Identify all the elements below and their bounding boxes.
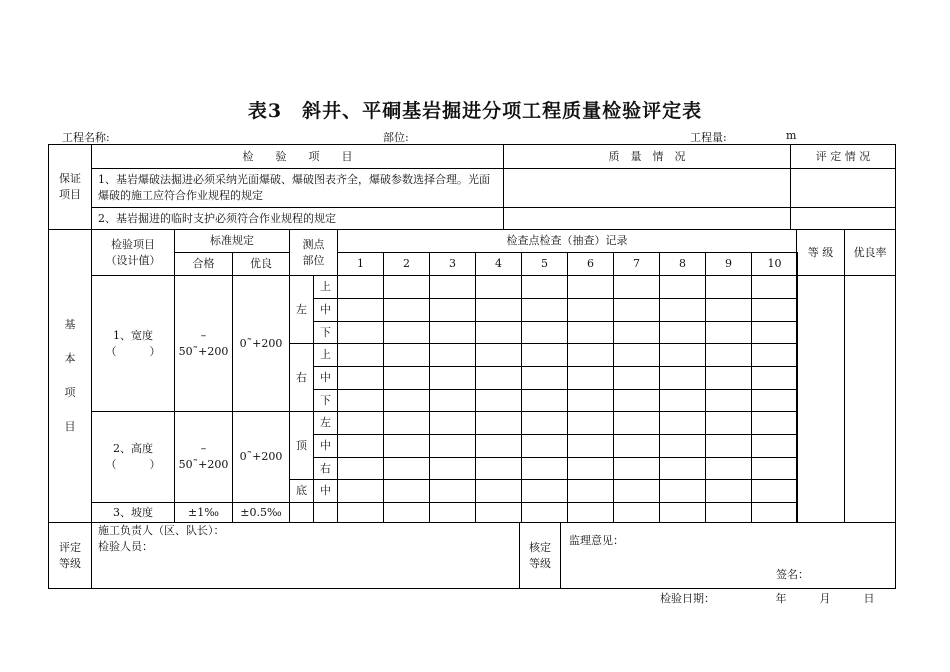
good-rate-cell[interactable] xyxy=(844,275,896,523)
position-label: 部位: xyxy=(383,131,409,144)
record-cell[interactable] xyxy=(383,321,430,344)
record-cell[interactable] xyxy=(521,457,568,480)
record-cell[interactable] xyxy=(567,321,614,344)
record-cell[interactable] xyxy=(613,479,660,503)
record-cell[interactable] xyxy=(475,321,522,344)
header-good: 优良 xyxy=(232,252,290,276)
record-cell[interactable] xyxy=(521,366,568,390)
record-cell[interactable] xyxy=(475,343,522,367)
record-cell[interactable] xyxy=(383,343,430,367)
record-cell[interactable] xyxy=(751,343,798,367)
record-cell[interactable] xyxy=(659,275,706,299)
record-number-header: 6 xyxy=(567,252,614,276)
header-standard: 标准规定 xyxy=(174,229,290,253)
check-grade-label: 核定 等级 xyxy=(519,522,561,589)
height-pass-standard: – 50˜+200 xyxy=(174,411,233,503)
record-cell[interactable] xyxy=(429,502,476,523)
record-cell[interactable] xyxy=(337,366,384,390)
record-cell[interactable] xyxy=(751,457,798,480)
record-cell[interactable] xyxy=(383,457,430,480)
record-cell[interactable] xyxy=(659,502,706,523)
record-cell[interactable] xyxy=(337,502,384,523)
point-right: 右 xyxy=(289,343,314,412)
header-measure-point: 测点 部位 xyxy=(289,229,338,276)
width-good-standard: 0˜+200 xyxy=(232,275,290,412)
record-number-header: 8 xyxy=(659,252,706,276)
record-number-header: 5 xyxy=(521,252,568,276)
record-cell[interactable] xyxy=(429,389,476,412)
guarantee-col-quality: 质 量 情 况 xyxy=(503,144,791,169)
grade-cell[interactable] xyxy=(796,275,845,523)
record-cell[interactable] xyxy=(567,502,614,523)
record-cell[interactable] xyxy=(383,479,430,503)
record-cell[interactable] xyxy=(705,411,752,435)
record-cell[interactable] xyxy=(521,411,568,435)
record-cell[interactable] xyxy=(475,298,522,322)
header-records: 检查点检查（抽查）记录 xyxy=(337,229,797,253)
leader-label: 施工负责人（区、队长）： xyxy=(98,524,225,537)
record-cell[interactable] xyxy=(567,298,614,322)
guarantee-rating-cell-1[interactable] xyxy=(790,168,896,208)
record-cell[interactable] xyxy=(383,502,430,523)
header-good-rate: 优良率 xyxy=(844,229,896,276)
record-cell[interactable] xyxy=(567,389,614,412)
record-number-header: 3 xyxy=(429,252,476,276)
record-cell[interactable] xyxy=(521,434,568,458)
project-name-label: 工程名称: xyxy=(62,131,110,144)
guarantee-item-2: 2、基岩掘进的临时支护必须符合作业规程的规定 xyxy=(91,207,504,230)
record-cell[interactable] xyxy=(383,411,430,435)
guarantee-section-label: 保证 项目 xyxy=(48,144,92,230)
record-cell[interactable] xyxy=(705,502,752,523)
record-cell[interactable] xyxy=(337,479,384,503)
record-cell[interactable] xyxy=(705,343,752,367)
record-number-header: 7 xyxy=(613,252,660,276)
signature-label: 签名： xyxy=(776,568,809,581)
inspector-label: 检验人员： xyxy=(98,539,153,553)
record-cell[interactable] xyxy=(705,321,752,344)
record-cell[interactable] xyxy=(521,298,568,322)
record-cell[interactable] xyxy=(475,434,522,458)
record-cell[interactable] xyxy=(751,321,798,344)
record-cell[interactable] xyxy=(521,321,568,344)
record-cell[interactable] xyxy=(613,434,660,458)
record-cell[interactable] xyxy=(429,275,476,299)
record-cell[interactable] xyxy=(337,434,384,458)
record-cell[interactable] xyxy=(429,366,476,390)
record-cell[interactable] xyxy=(659,343,706,367)
record-cell[interactable] xyxy=(429,479,476,503)
record-cell[interactable] xyxy=(659,479,706,503)
subpoint-up: 上 xyxy=(313,275,338,299)
record-number-header: 10 xyxy=(751,252,798,276)
supervisor-label: 监理意见： xyxy=(569,534,624,547)
record-cell[interactable] xyxy=(705,457,752,480)
record-cell[interactable] xyxy=(751,275,798,299)
record-cell[interactable] xyxy=(567,366,614,390)
header-grade: 等 级 xyxy=(796,229,845,276)
record-cell[interactable] xyxy=(337,321,384,344)
guarantee-col-rating: 评 定 情 况 xyxy=(790,144,896,169)
subpoint-mid: 中 xyxy=(313,366,338,390)
record-cell[interactable] xyxy=(475,366,522,390)
point-left: 左 xyxy=(289,275,314,344)
record-cell[interactable] xyxy=(613,411,660,435)
subpoint-mid: 中 xyxy=(313,479,338,503)
page-title: 表3 斜井、平硐基岩掘进分项工程质量检验评定表 xyxy=(247,100,703,122)
record-cell[interactable] xyxy=(705,366,752,390)
record-number-header: 9 xyxy=(705,252,752,276)
record-cell[interactable] xyxy=(705,298,752,322)
subpoint-right: 右 xyxy=(313,457,338,480)
record-cell[interactable] xyxy=(337,298,384,322)
record-cell[interactable] xyxy=(383,389,430,412)
record-cell[interactable] xyxy=(475,457,522,480)
guarantee-quality-cell-1[interactable] xyxy=(503,168,791,208)
record-cell[interactable] xyxy=(475,389,522,412)
record-cell[interactable] xyxy=(521,479,568,503)
record-cell[interactable] xyxy=(383,298,430,322)
record-cell[interactable] xyxy=(475,411,522,435)
inspection-date: 检验日期： 年 月 日 xyxy=(660,592,875,605)
item-slope: 3、坡度 xyxy=(91,502,175,523)
basic-section-label: 基 本 项 目 xyxy=(48,229,92,523)
subpoint-down: 下 xyxy=(313,321,338,344)
subpoint-mid: 中 xyxy=(313,434,338,458)
record-cell[interactable] xyxy=(521,389,568,412)
record-cell[interactable] xyxy=(659,411,706,435)
record-number-header: 1 xyxy=(337,252,384,276)
record-cell[interactable] xyxy=(613,389,660,412)
record-cell[interactable] xyxy=(751,298,798,322)
record-cell[interactable] xyxy=(613,457,660,480)
record-number-header: 4 xyxy=(475,252,522,276)
record-cell[interactable] xyxy=(429,298,476,322)
record-cell[interactable] xyxy=(567,411,614,435)
record-number-header: 2 xyxy=(383,252,430,276)
record-cell[interactable] xyxy=(751,389,798,412)
record-cell[interactable] xyxy=(383,275,430,299)
record-cell[interactable] xyxy=(751,366,798,390)
record-cell[interactable] xyxy=(751,479,798,503)
record-cell[interactable] xyxy=(521,275,568,299)
quantity-unit: m xyxy=(786,129,797,142)
record-cell[interactable] xyxy=(337,411,384,435)
header-pass: 合格 xyxy=(174,252,233,276)
record-cell[interactable] xyxy=(383,434,430,458)
item-height: 2、高度 （ ） xyxy=(91,411,175,503)
record-cell[interactable] xyxy=(475,275,522,299)
record-cell[interactable] xyxy=(429,343,476,367)
record-cell[interactable] xyxy=(429,457,476,480)
slope-pass-standard: ±1‰ xyxy=(174,502,233,523)
record-cell[interactable] xyxy=(383,366,430,390)
width-pass-standard: – 50˜+200 xyxy=(174,275,233,412)
height-good-standard: 0˜+200 xyxy=(232,411,290,503)
subpoint-mid: 中 xyxy=(313,298,338,322)
subpoint-left: 左 xyxy=(313,411,338,435)
record-cell[interactable] xyxy=(567,479,614,503)
header-inspection-item: 检验项目 （设计值） xyxy=(91,229,175,276)
record-cell[interactable] xyxy=(751,502,798,523)
record-cell[interactable] xyxy=(567,434,614,458)
record-cell[interactable] xyxy=(613,502,660,523)
record-cell[interactable] xyxy=(475,479,522,503)
item-width: 1、宽度 （ ） xyxy=(91,275,175,412)
point-floor: 底 xyxy=(289,479,314,503)
record-cell[interactable] xyxy=(613,298,660,322)
guarantee-item-1: 1、基岩爆破法掘进必须采纳光面爆破、爆破图表齐全，爆破参数选择合理。光面爆破的施工应符合作业规程的规定 xyxy=(91,168,504,208)
record-cell[interactable] xyxy=(705,275,752,299)
record-cell[interactable] xyxy=(337,343,384,367)
guarantee-rating-cell-2[interactable] xyxy=(790,207,896,230)
record-cell[interactable] xyxy=(429,434,476,458)
record-cell[interactable] xyxy=(521,343,568,367)
record-cell[interactable] xyxy=(613,275,660,299)
slope-point-cell[interactable] xyxy=(289,502,314,523)
record-cell[interactable] xyxy=(659,389,706,412)
record-cell[interactable] xyxy=(659,298,706,322)
record-cell[interactable] xyxy=(751,434,798,458)
record-cell[interactable] xyxy=(613,366,660,390)
subpoint-down: 下 xyxy=(313,389,338,412)
record-cell[interactable] xyxy=(337,457,384,480)
record-cell[interactable] xyxy=(705,434,752,458)
record-cell[interactable] xyxy=(613,343,660,367)
record-cell[interactable] xyxy=(659,434,706,458)
record-cell[interactable] xyxy=(705,479,752,503)
supervisor-opinion[interactable] xyxy=(560,522,896,589)
slope-point-cell[interactable] xyxy=(313,502,338,523)
record-cell[interactable] xyxy=(659,366,706,390)
record-cell[interactable] xyxy=(659,457,706,480)
record-cell[interactable] xyxy=(751,411,798,435)
record-cell[interactable] xyxy=(429,411,476,435)
record-cell[interactable] xyxy=(567,343,614,367)
record-cell[interactable] xyxy=(521,502,568,523)
guarantee-col-items: 检 验 项 目 xyxy=(91,144,504,169)
inspection-form xyxy=(48,144,896,589)
record-cell[interactable] xyxy=(337,389,384,412)
rating-grade-label: 评定 等级 xyxy=(48,522,92,589)
slope-good-standard: ±0.5‰ xyxy=(232,502,290,523)
record-cell[interactable] xyxy=(567,457,614,480)
record-cell[interactable] xyxy=(705,389,752,412)
record-cell[interactable] xyxy=(475,502,522,523)
guarantee-quality-cell-2[interactable] xyxy=(503,207,791,230)
record-cell[interactable] xyxy=(337,275,384,299)
record-cell[interactable] xyxy=(613,321,660,344)
record-cell[interactable] xyxy=(659,321,706,344)
record-cell[interactable] xyxy=(429,321,476,344)
point-roof: 顶 xyxy=(289,411,314,480)
subpoint-up: 上 xyxy=(313,343,338,367)
record-cell[interactable] xyxy=(567,275,614,299)
construction-signatures[interactable] xyxy=(91,522,520,589)
quantity-label: 工程量: xyxy=(690,131,727,144)
